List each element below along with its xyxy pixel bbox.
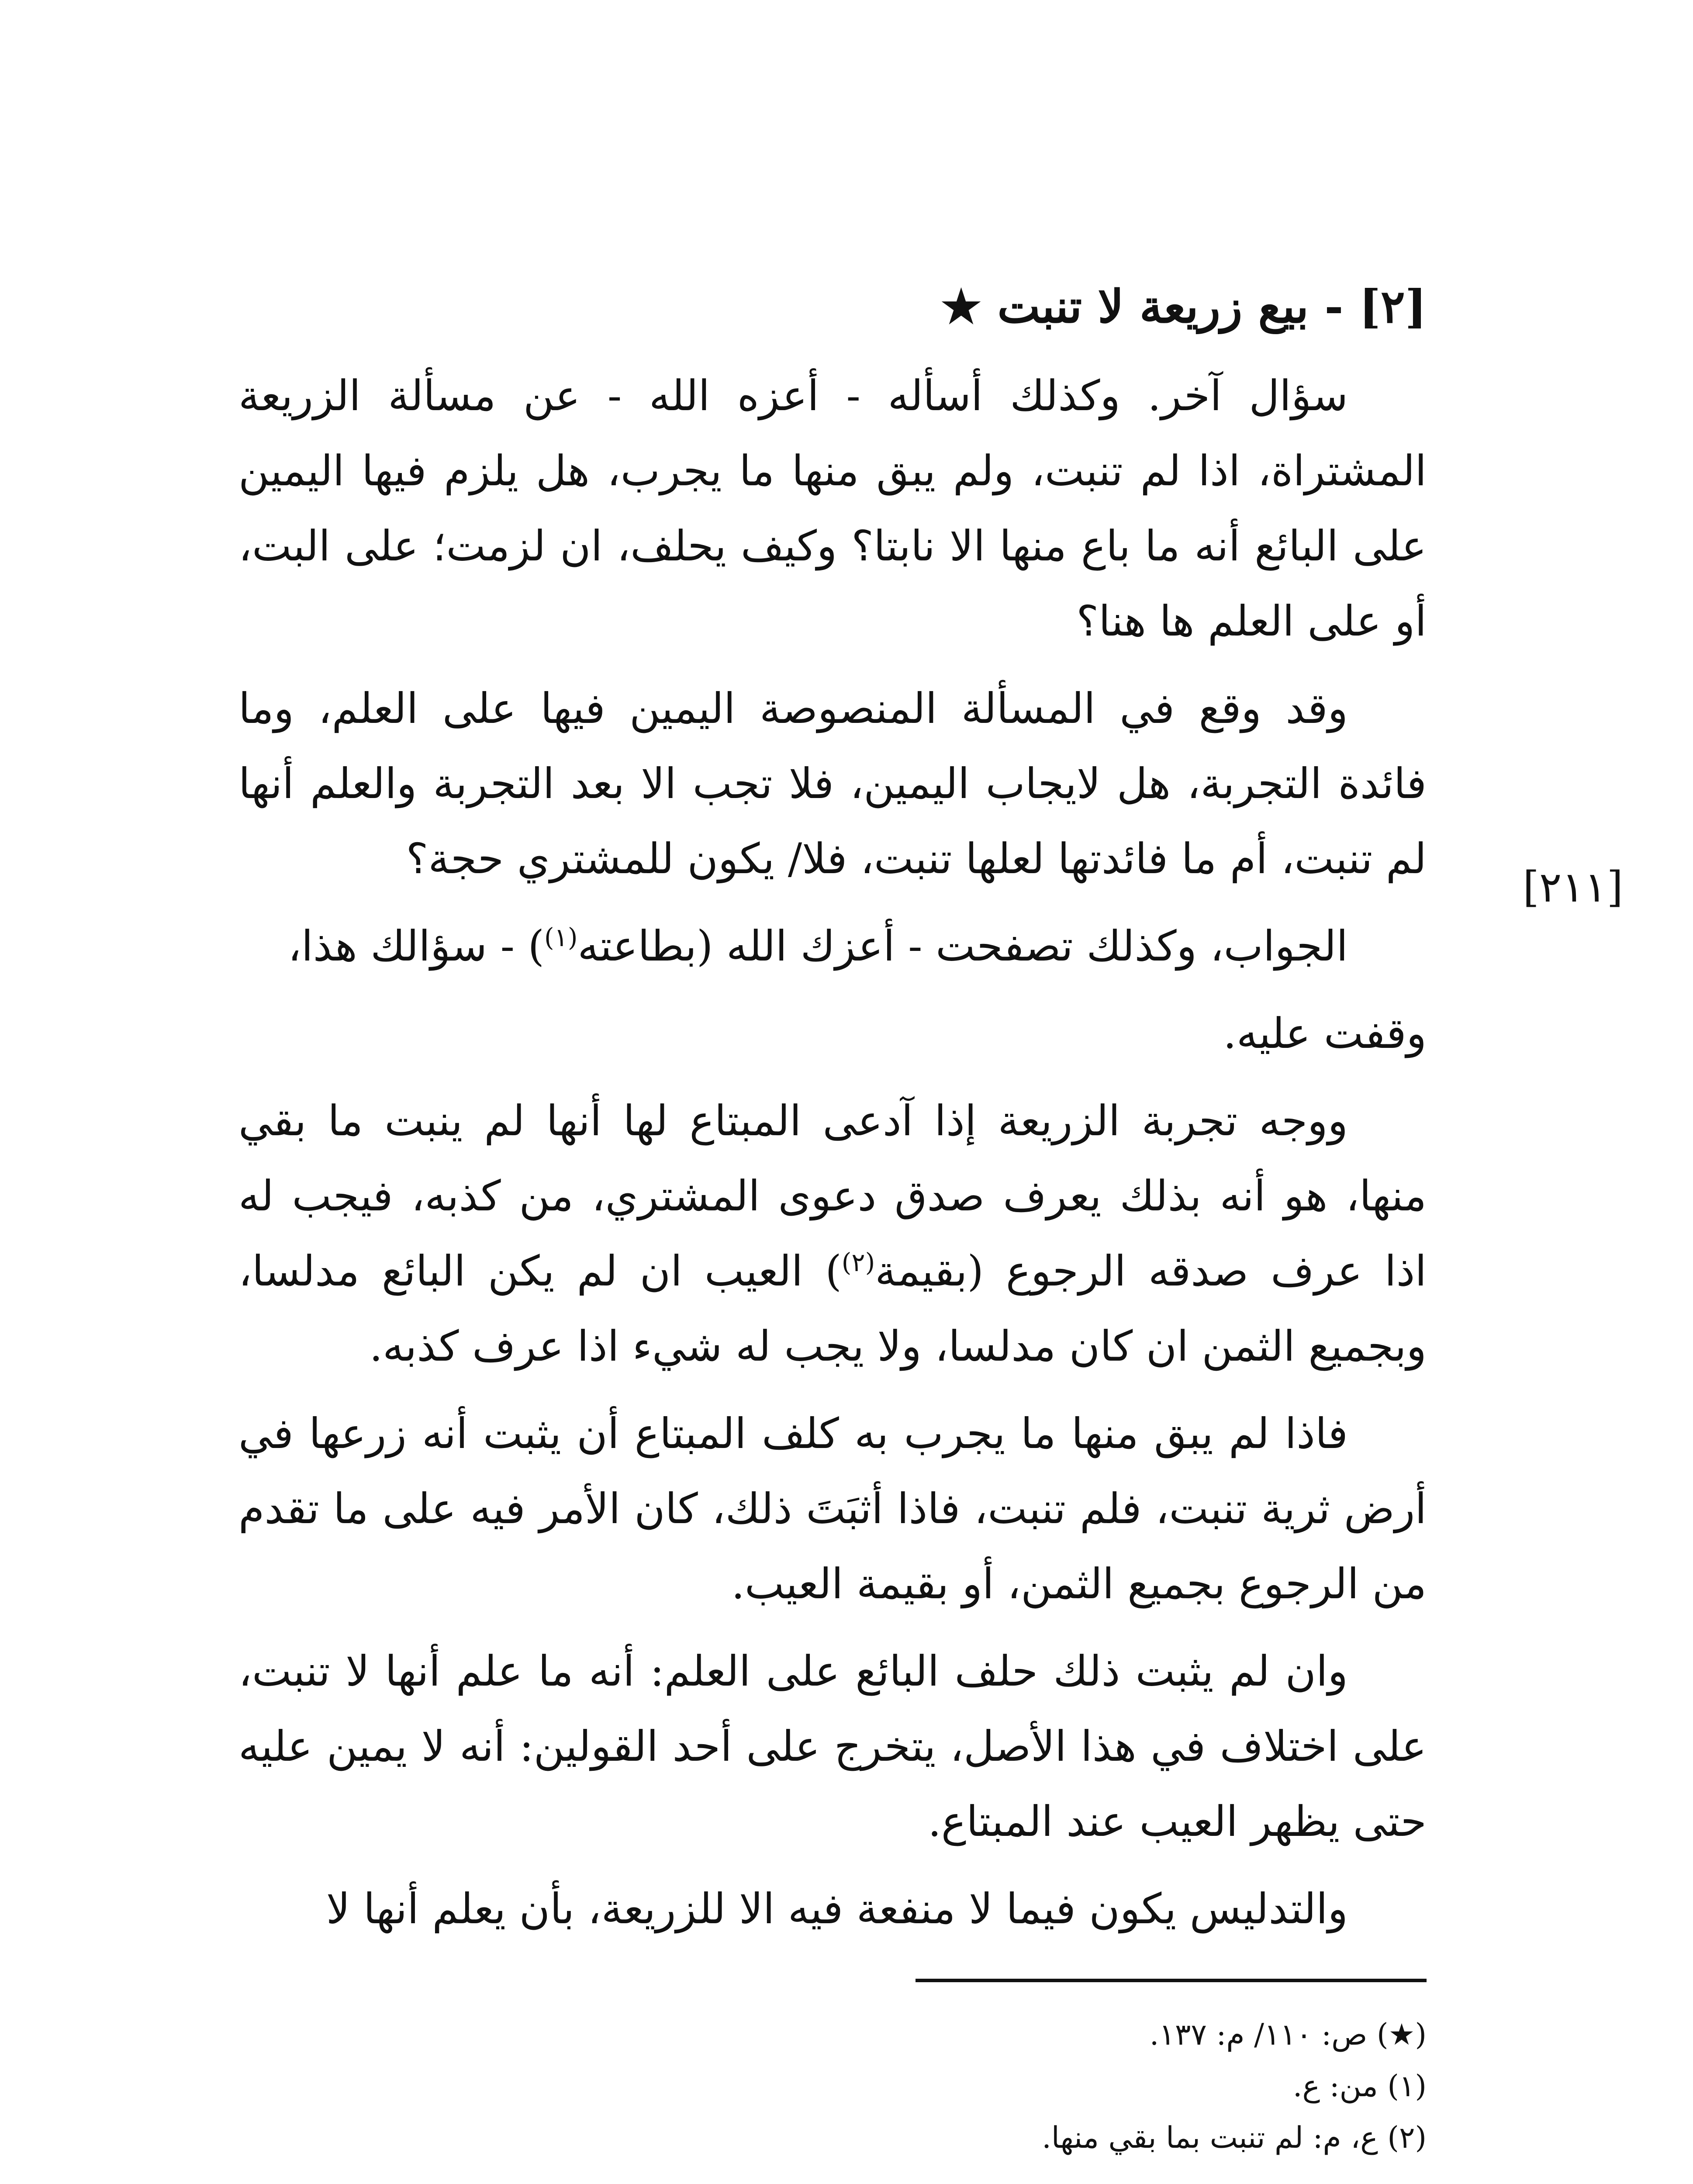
margin-page-reference: [٢١١]: [1523, 863, 1623, 912]
question-paragraph-2: وقد وقع في المسألة المنصوصة اليمين فيها على العلم، وما فائدة التجربة، هل لايجاب اليمين، فلا تجب الا بعد التجربة والعلم أنها لم تنبت، أم ما فائدتها لعلها تنبت، فلا/ يكون للمشتري حجة؟: [238, 684, 1427, 883]
footnote-divider: [916, 1979, 1427, 1982]
footnote-1: (١) من: ع.: [1292, 2069, 1427, 2104]
answer-text-start: الجواب، وكذلك تصفحت - أعزك الله (بطاعته: [577, 922, 1348, 971]
footnote-source: (★) ص: ١١٠/ م: ١٣٧.: [1149, 2018, 1427, 2052]
answer-paragraph-continuation: وقفت عليه.: [1223, 1009, 1427, 1058]
footnote-mark-1: (١): [544, 923, 578, 952]
question-paragraph-1: سؤال آخر. وكذلك أسأله - أعزه الله - عن مسألة الزريعة المشتراة، اذا لم تنبت، ولم يبق منها ما يجرب، هل يلزم فيها اليمين على البائع أنه ما باع منها الا نابتا؟ وكيف يحلف، ان لزمت؛ على البت، أو على العلم ها هنا؟: [238, 371, 1427, 646]
answer-paragraph: [238, 909, 1427, 984]
footnotes: [238, 2009, 1427, 2164]
paragraph-text-end: ) العيب ان لم يكن البائع مدلسا، وبجميع الثمن ان كان مدلسا، ولا يجب له شيء اذا عرف كذبه.: [238, 1247, 1427, 1371]
body-text: [238, 358, 1427, 1959]
answer-paragraph-4: وان لم يثبت ذلك حلف البائع على العلم: أنه ما علم أنها لا تنبت، على اختلاف في هذا الأصل، يتخرج على أحد القولين: أنه لا يمين عليه حتى يظهر العيب عند المبتاع.: [238, 1647, 1427, 1846]
footnote-mark-2: (٢): [841, 1248, 875, 1277]
answer-text-end: ) - سؤالك هذا،: [288, 922, 545, 971]
footnote-2: (٢) ع، م: لم تنبت بما بقي منها.: [1042, 2121, 1427, 2155]
answer-paragraph-2: [238, 1083, 1427, 1384]
section-heading: [٢] - بيع زريعة لا تنبت ★: [940, 280, 1427, 333]
answer-paragraph-3: فاذا لم يبق منها ما يجرب به كلف المبتاع أن يثبت أنه زرعها في أرض ثرية تنبت، فلم تنبت، فاذا أثبَتَ ذلك، كان الأمر فيه على ما تقدم من الرجوع بجميع الثمن، أو بقيمة العيب.: [238, 1409, 1427, 1608]
paragraph-text-start: ووجه تجربة الزريعة إذا آدعى المبتاع لها أنها لم ينبت ما بقي منها، هو أنه بذلك يعرف صدق دعوى المشتري، من كذبه، فيجب له اذا عرف صدقه الرجوع (بقيمة: [238, 1096, 1427, 1296]
answer-paragraph-5: والتدليس يكون فيما لا منفعة فيه الا للزريعة، بأن يعلم أنها لا: [326, 1884, 1348, 1933]
